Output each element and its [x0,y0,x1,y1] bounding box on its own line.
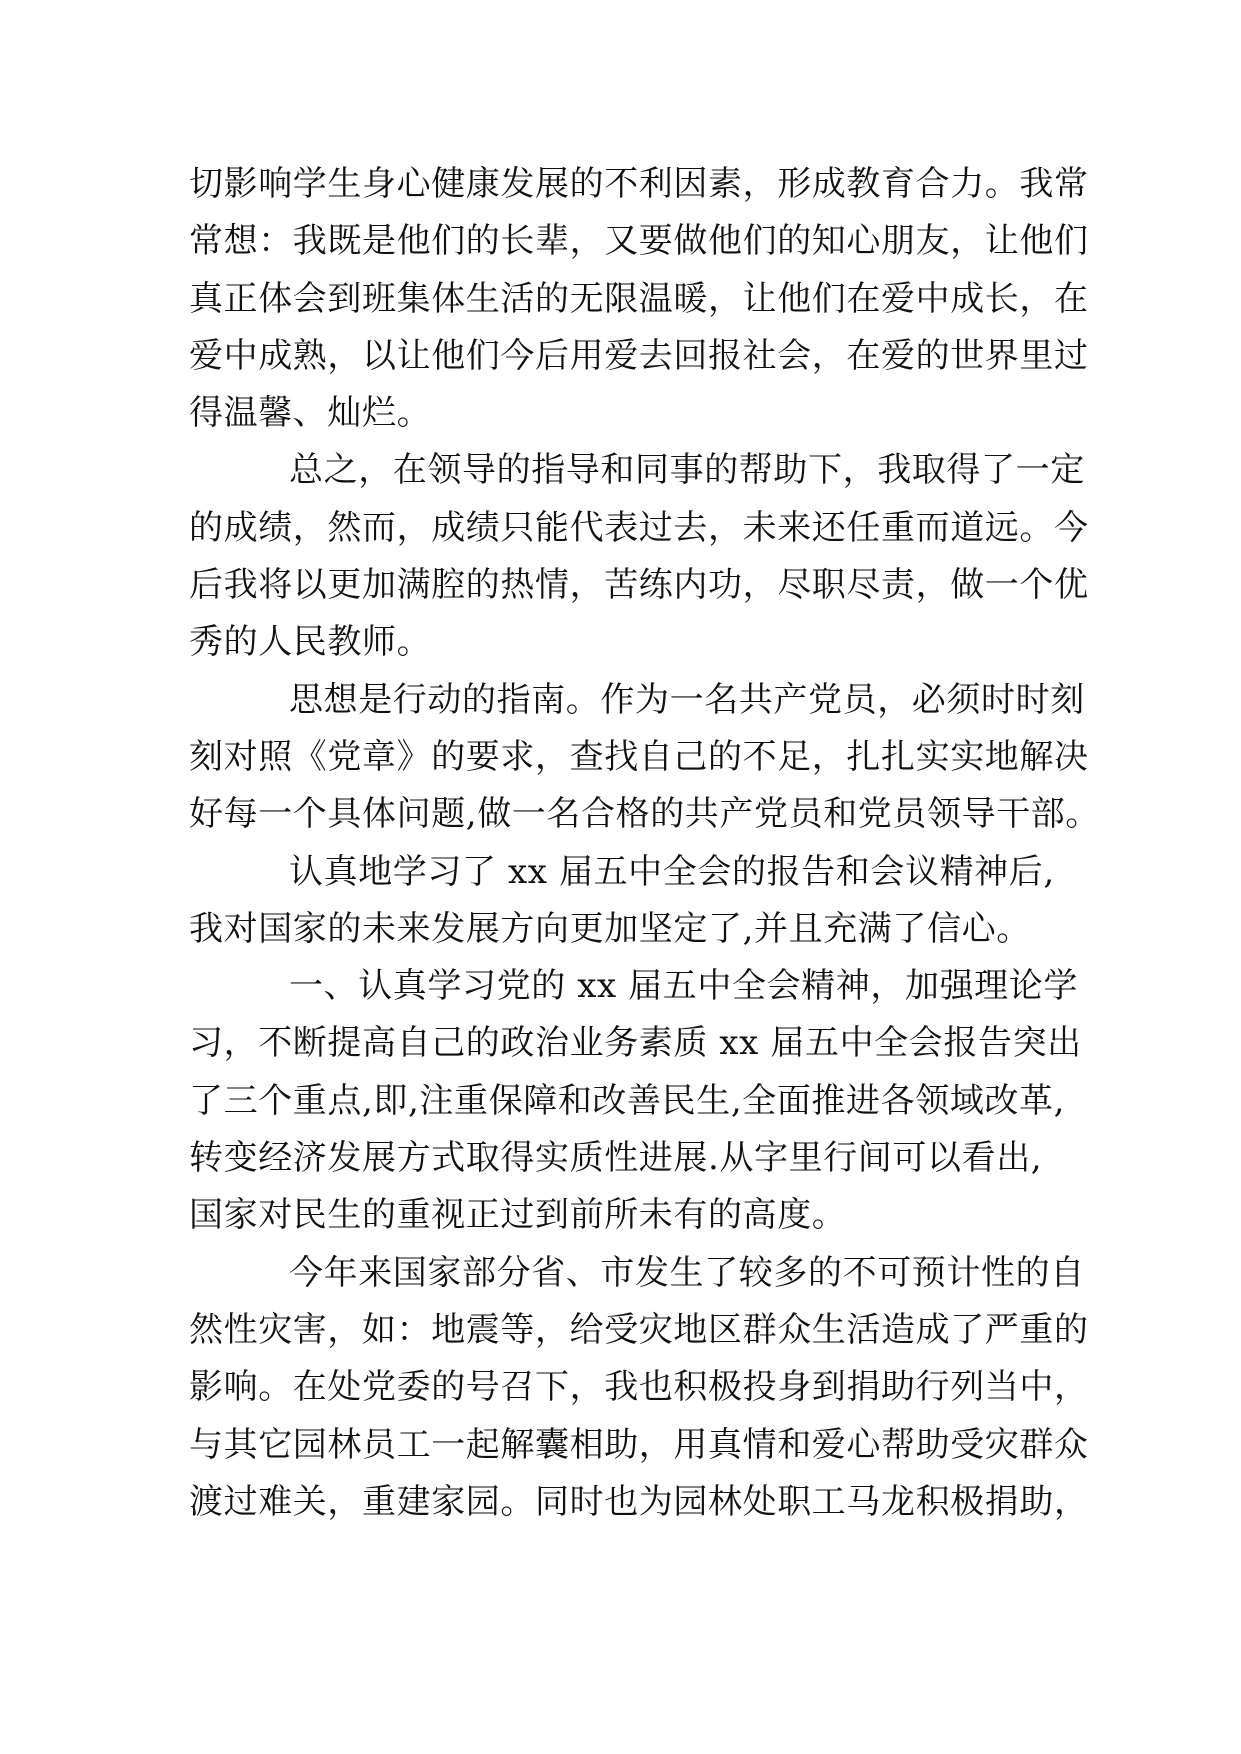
text-line: 然性灾害，如：地震等，给受灾地区群众生活造成了严重的 [189,1309,1089,1350]
text-line: 与其它园林员工一起解囊相助，用真情和爱心帮助受灾群众 [189,1424,1089,1465]
paragraph-first-line: 思想是行动的指南。作为一名共产党员，必须时时刻 [289,679,1085,720]
text-line: 了三个重点,即,注重保障和改善民生,全面推进各领域改革, [189,1080,1066,1121]
text-line: 的成绩，然而，成绩只能代表过去，未来还任重而道远。今 [189,507,1089,548]
text-line: 渡过难关，重建家园。同时也为园林处职工马龙积极捐助， [189,1481,1089,1522]
text-line: 爱中成熟，以让他们今后用爱去回报社会，在爱的世界里过 [189,335,1089,376]
paragraph-first-line: 今年来国家部分省、市发生了较多的不可预计性的自 [289,1252,1085,1293]
document-body [189,156,1101,1531]
text-line: 刻对照《党章》的要求，查找自己的不足，扎扎实实地解决 [189,736,1089,777]
text-line: 后我将以更加满腔的热情，苦练内功，尽职尽责，做一个优 [189,565,1089,606]
text-line: 好每一个具体问题,做一名合格的共产党员和党员领导干部。 [189,794,1101,835]
text-line: 转变经济发展方式取得实质性进展.从字里行间可以看出, [189,1138,1043,1179]
text-line: 秀的人民教师。 [189,622,432,663]
text-line: 切影响学生身心健康发展的不利因素，形成教育合力。我常 [189,164,1089,204]
text-line: 常想：我既是他们的长辈，又要做他们的知心朋友，让他们 [189,221,1089,262]
text-line: 我对国家的未来发展方向更加坚定了,并且充满了信心。 [189,908,1031,949]
paragraph-first-line: 一、认真学习党的 xx 届五中全会精神，加强理论学 [289,966,1078,1007]
text-line: 习，不断提高自己的政治业务素质 xx 届五中全会报告突出 [189,1023,1082,1064]
text-line: 得温馨、灿烂。 [189,393,432,434]
text-line: 影响。在处党委的号召下，我也积极投身到捐助行列当中， [189,1367,1089,1408]
paragraph-first-line: 认真地学习了 xx 届五中全会的报告和会议精神后, [289,851,1055,892]
text-line: 国家对民生的重视正过到前所未有的高度。 [189,1195,847,1236]
text-line: 真正体会到班集体生活的无限温暖，让他们在爱中成长，在 [189,278,1089,319]
paragraph-first-line: 总之，在领导的指导和同事的帮助下，我取得了一定 [289,450,1085,491]
